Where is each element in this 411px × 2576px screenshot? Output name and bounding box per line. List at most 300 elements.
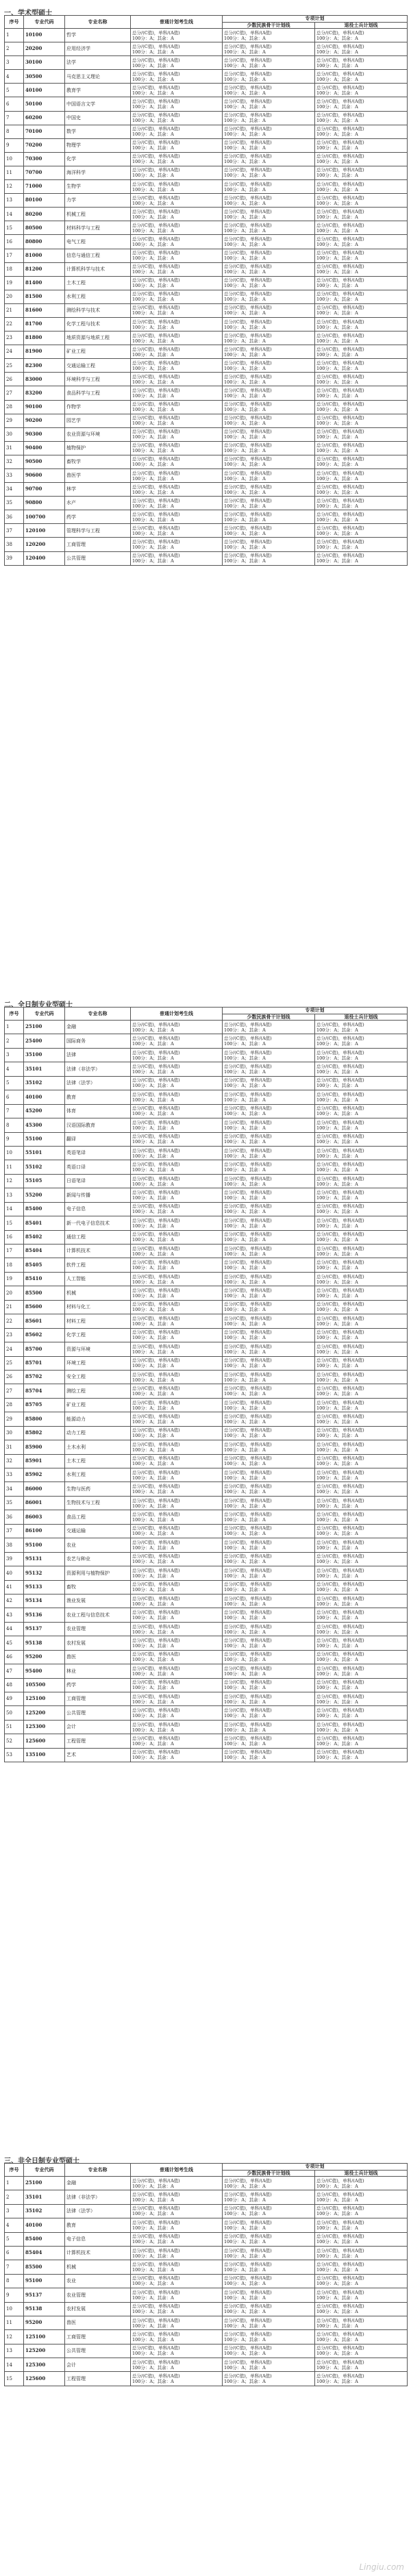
cell-retired-score: 总分/(C值)，单科/(A值) 100分：A；其余：A xyxy=(315,373,408,386)
cell-general-score: 总分/(C值)，单科/(A值) 100分：A；其余：A xyxy=(131,1048,223,1062)
cell-code: 85500 xyxy=(24,1286,65,1300)
cell-general-score: 总分/(C值)，单科/(A值) 100分：A；其余：A xyxy=(131,56,223,70)
cell-retired-score: 总分/(C值)，单科/(A值) 100分：A；其余：A xyxy=(315,249,408,262)
header-name: 专业名称 xyxy=(65,1008,131,1021)
cell-minority-score: 总分/(C值)，单科/(A值) 100分：A；其余：A xyxy=(223,290,315,303)
cell-general-score: 总分/(C值)，单科/(A值) 100分：A；其余：A xyxy=(131,2372,223,2386)
cell-name: 中国语言文学 xyxy=(65,97,131,111)
cell-name: 法律（非法学） xyxy=(65,1062,131,1076)
cell-retired-score: 总分/(C值)，单科/(A值) 100分：A；其余：A xyxy=(315,1328,408,1342)
cell-idx: 46 xyxy=(5,1650,24,1664)
cell-minority-score: 总分/(C值)，单科/(A值) 100分：A；其余：A xyxy=(223,2344,315,2358)
cell-code: 85702 xyxy=(24,1370,65,1384)
cell-general-score: 总分/(C值)，单科/(A值) 100分：A；其余：A xyxy=(131,2344,223,2358)
cell-code: 90600 xyxy=(24,469,65,483)
cell-general-score: 总分/(C值)，单科/(A值) 100分：A；其余：A xyxy=(131,111,223,125)
cell-retired-score: 总分/(C值)，单科/(A值) 100分：A；其余：A xyxy=(315,1678,408,1692)
cell-retired-score: 总分/(C值)，单科/(A值) 100分：A；其余：A xyxy=(315,1524,408,1538)
cell-name: 汉语国际教育 xyxy=(65,1118,131,1132)
cell-general-score: 总分/(C值)，单科/(A值) 100分：A；其余：A xyxy=(131,497,223,510)
cell-name: 食品工程 xyxy=(65,1510,131,1524)
cell-idx: 34 xyxy=(5,483,24,497)
cell-idx: 16 xyxy=(5,235,24,249)
cell-code: 70200 xyxy=(24,138,65,152)
cell-code: 85700 xyxy=(24,1342,65,1356)
cell-code: 95131 xyxy=(24,1552,65,1566)
header-general: 普通计划考生线 xyxy=(131,2164,223,2177)
cell-retired-score: 总分/(C值)，单科/(A值) 100分：A；其余：A xyxy=(315,386,408,400)
table-row xyxy=(5,125,408,138)
cell-code: 125200 xyxy=(24,1706,65,1720)
cell-minority-score: 总分/(C值)，单科/(A值) 100分：A；其余：A xyxy=(223,2330,315,2344)
cell-code: 95134 xyxy=(24,1594,65,1608)
cell-name: 化学 xyxy=(65,152,131,166)
cell-retired-score: 总分/(C值)，单科/(A值) 100分：A；其余：A xyxy=(315,1272,408,1286)
table-row xyxy=(5,2274,408,2288)
cell-code: 95400 xyxy=(24,1664,65,1678)
cell-idx: 36 xyxy=(5,510,24,524)
table-row xyxy=(5,303,408,317)
cell-idx: 4 xyxy=(5,70,24,84)
cell-idx: 2 xyxy=(5,1034,24,1048)
cell-general-score: 总分/(C值)，单科/(A值) 100分：A；其余：A xyxy=(131,510,223,524)
cell-code: 10100 xyxy=(24,29,65,42)
cell-idx: 35 xyxy=(5,1496,24,1510)
cell-code: 85400 xyxy=(24,1202,65,1216)
cell-name: 药学 xyxy=(65,510,131,524)
cell-code: 95137 xyxy=(24,1622,65,1636)
cell-idx: 29 xyxy=(5,414,24,427)
cell-code: 95100 xyxy=(24,2274,65,2288)
cell-general-score: 总分/(C值)，单科/(A值) 100分：A；其余：A xyxy=(131,180,223,194)
cell-name: 农业 xyxy=(65,1538,131,1552)
cell-retired-score: 总分/(C值)，单科/(A值) 100分：A；其余：A xyxy=(315,194,408,208)
section-title: 二、全日制专业型硕士 xyxy=(4,1001,73,1009)
cell-idx: 53 xyxy=(5,1748,24,1762)
table-row xyxy=(5,524,408,538)
cell-name: 农业资源与环境 xyxy=(65,427,131,441)
cell-name: 哲学 xyxy=(65,29,131,42)
cell-general-score: 总分/(C值)，单科/(A值) 100分：A；其余：A xyxy=(131,1356,223,1370)
cell-code: 25100 xyxy=(24,2177,65,2190)
cell-code: 80200 xyxy=(24,208,65,221)
cell-code: 85602 xyxy=(24,1328,65,1342)
table-row xyxy=(5,1090,408,1104)
cell-minority-score: 总分/(C值)，单科/(A值) 100分：A；其余：A xyxy=(223,1706,315,1720)
table-row xyxy=(5,1398,408,1412)
cell-retired-score: 总分/(C值)，单科/(A值) 100分：A；其余：A xyxy=(315,1454,408,1468)
cell-idx: 12 xyxy=(5,1174,24,1188)
cell-name: 法律（法学） xyxy=(65,1076,131,1090)
cell-minority-score: 总分/(C值)，单科/(A值) 100分：A；其余：A xyxy=(223,152,315,166)
table-row xyxy=(5,29,408,42)
table-row xyxy=(5,1412,408,1426)
cell-idx: 31 xyxy=(5,441,24,455)
cell-name: 教育学 xyxy=(65,84,131,97)
cell-retired-score: 总分/(C值)，单科/(A值) 100分：A；其余：A xyxy=(315,2246,408,2260)
cell-general-score: 总分/(C值)，单科/(A值) 100分：A；其余：A xyxy=(131,469,223,483)
cell-retired-score: 总分/(C值)，单科/(A值) 100分：A；其余：A xyxy=(315,1426,408,1440)
cell-idx: 37 xyxy=(5,524,24,538)
cell-minority-score: 总分/(C值)，单科/(A值) 100分：A；其余：A xyxy=(223,249,315,262)
table-row xyxy=(5,194,408,208)
cell-code: 85900 xyxy=(24,1440,65,1454)
table-row xyxy=(5,2330,408,2344)
cell-minority-score: 总分/(C值)，单科/(A值) 100分：A；其余：A xyxy=(223,303,315,317)
table-row xyxy=(5,1510,408,1524)
table-row xyxy=(5,56,408,70)
cell-retired-score: 总分/(C值)，单科/(A值) 100分：A；其余：A xyxy=(315,2372,408,2386)
cell-name: 化学工程 xyxy=(65,1328,131,1342)
cell-retired-score: 总分/(C值)，单科/(A值) 100分：A；其余：A xyxy=(315,1538,408,1552)
cell-code: 85901 xyxy=(24,1454,65,1468)
cell-code: 85601 xyxy=(24,1314,65,1328)
cell-name: 工程管理 xyxy=(65,1734,131,1748)
cell-idx: 10 xyxy=(5,152,24,166)
cell-idx: 39 xyxy=(5,551,24,565)
table-row xyxy=(5,510,408,524)
cell-idx: 30 xyxy=(5,1426,24,1440)
cell-minority-score: 总分/(C值)，单科/(A值) 100分：A；其余：A xyxy=(223,1412,315,1426)
cell-minority-score: 总分/(C值)，单科/(A值) 100分：A；其余：A xyxy=(223,1398,315,1412)
table-row xyxy=(5,1678,408,1692)
cell-minority-score: 总分/(C值)，单科/(A值) 100分：A；其余：A xyxy=(223,1510,315,1524)
cell-code: 105500 xyxy=(24,1678,65,1692)
cell-code: 86000 xyxy=(24,1482,65,1496)
cell-general-score: 总分/(C值)，单科/(A值) 100分：A；其余：A xyxy=(131,152,223,166)
table-row xyxy=(5,1650,408,1664)
cell-idx: 3 xyxy=(5,1048,24,1062)
cell-name: 药学 xyxy=(65,1678,131,1692)
table-row xyxy=(5,469,408,483)
cell-retired-score: 总分/(C值)，单科/(A值) 100分：A；其余：A xyxy=(315,2218,408,2232)
cell-minority-score: 总分/(C值)，单科/(A值) 100分：A；其余：A xyxy=(223,1216,315,1230)
cell-retired-score: 总分/(C值)，单科/(A值) 100分：A；其余：A xyxy=(315,2344,408,2358)
cell-retired-score: 总分/(C值)，单科/(A值) 100分：A；其余：A xyxy=(315,1048,408,1062)
cell-idx: 32 xyxy=(5,455,24,468)
cell-general-score: 总分/(C值)，单科/(A值) 100分：A；其余：A xyxy=(131,400,223,414)
cell-general-score: 总分/(C值)，单科/(A值) 100分：A；其余：A xyxy=(131,194,223,208)
cell-retired-score: 总分/(C值)，单科/(A值) 100分：A；其余：A xyxy=(315,262,408,276)
table-row xyxy=(5,2344,408,2358)
cell-minority-score: 总分/(C值)，单科/(A值) 100分：A；其余：A xyxy=(223,125,315,138)
cell-name: 信息与通信工程 xyxy=(65,249,131,262)
header-retired: 退役士兵计划线 xyxy=(315,1014,408,1021)
table-row xyxy=(5,441,408,455)
cell-retired-score: 总分/(C值)，单科/(A值) 100分：A；其余：A xyxy=(315,1160,408,1174)
table-row xyxy=(5,2288,408,2302)
cell-minority-score: 总分/(C值)，单科/(A值) 100分：A；其余：A xyxy=(223,345,315,359)
cell-retired-score: 总分/(C值)，单科/(A值) 100分：A；其余：A xyxy=(315,290,408,303)
cell-general-score: 总分/(C值)，单科/(A值) 100分：A；其余：A xyxy=(131,1566,223,1580)
table-row xyxy=(5,400,408,414)
cell-code: 90800 xyxy=(24,497,65,510)
cell-code: 55102 xyxy=(24,1160,65,1174)
table-row xyxy=(5,221,408,235)
cell-name: 人工智能 xyxy=(65,1272,131,1286)
cell-retired-score: 总分/(C值)，单科/(A值) 100分：A；其余：A xyxy=(315,1062,408,1076)
cell-code: 125200 xyxy=(24,2344,65,2358)
cell-idx: 18 xyxy=(5,262,24,276)
cell-general-score: 总分/(C值)，单科/(A值) 100分：A；其余：A xyxy=(131,1538,223,1552)
cell-idx: 37 xyxy=(5,1524,24,1538)
cell-name: 土木水利 xyxy=(65,1440,131,1454)
cell-minority-score: 总分/(C值)，单科/(A值) 100分：A；其余：A xyxy=(223,414,315,427)
cell-general-score: 总分/(C值)，单科/(A值) 100分：A；其余：A xyxy=(131,1608,223,1622)
cell-minority-score: 总分/(C值)，单科/(A值) 100分：A；其余：A xyxy=(223,1090,315,1104)
table-row xyxy=(5,1538,408,1552)
cell-code: 82300 xyxy=(24,359,65,373)
cell-general-score: 总分/(C值)，单科/(A值) 100分：A；其余：A xyxy=(131,2358,223,2372)
cell-retired-score: 总分/(C值)，单科/(A值) 100分：A；其余：A xyxy=(315,1510,408,1524)
cell-code: 85404 xyxy=(24,2246,65,2260)
cell-minority-score: 总分/(C值)，单科/(A值) 100分：A；其余：A xyxy=(223,1482,315,1496)
cell-code: 35100 xyxy=(24,1048,65,1062)
cell-general-score: 总分/(C值)，单科/(A值) 100分：A；其余：A xyxy=(131,1524,223,1538)
cell-name: 兽医 xyxy=(65,1650,131,1664)
cell-general-score: 总分/(C值)，单科/(A值) 100分：A；其余：A xyxy=(131,1034,223,1048)
cell-retired-score: 总分/(C值)，单科/(A值) 100分：A；其余：A xyxy=(315,441,408,455)
table-row xyxy=(5,1370,408,1384)
cell-name: 艺术 xyxy=(65,1748,131,1762)
cell-idx: 51 xyxy=(5,1720,24,1734)
cell-retired-score: 总分/(C值)，单科/(A值) 100分：A；其余：A xyxy=(315,497,408,510)
cell-code: 95200 xyxy=(24,2316,65,2329)
cell-code: 60200 xyxy=(24,111,65,125)
cell-general-score: 总分/(C值)，单科/(A值) 100分：A；其余：A xyxy=(131,373,223,386)
cell-general-score: 总分/(C值)，单科/(A值) 100分：A；其余：A xyxy=(131,1622,223,1636)
table-row xyxy=(5,1384,408,1398)
cell-general-score: 总分/(C值)，单科/(A值) 100分：A；其余：A xyxy=(131,303,223,317)
table-row xyxy=(5,290,408,303)
cell-idx: 14 xyxy=(5,208,24,221)
cell-code: 71000 xyxy=(24,180,65,194)
cell-idx: 33 xyxy=(5,469,24,483)
cell-minority-score: 总分/(C值)，单科/(A值) 100分：A；其余：A xyxy=(223,538,315,551)
table-row xyxy=(5,208,408,221)
header-plan: 专项计划 xyxy=(223,2164,408,2171)
cell-minority-score: 总分/(C值)，单科/(A值) 100分：A；其余：A xyxy=(223,29,315,42)
cell-code: 81700 xyxy=(24,317,65,331)
cell-general-score: 总分/(C值)，单科/(A值) 100分：A；其余：A xyxy=(131,2177,223,2190)
cell-minority-score: 总分/(C值)，单科/(A值) 100分：A；其余：A xyxy=(223,1720,315,1734)
cell-retired-score: 总分/(C值)，单科/(A值) 100分：A；其余：A xyxy=(315,1706,408,1720)
cell-general-score: 总分/(C值)，单科/(A值) 100分：A；其余：A xyxy=(131,455,223,468)
cell-minority-score: 总分/(C值)，单科/(A值) 100分：A；其余：A xyxy=(223,1622,315,1636)
cell-code: 85405 xyxy=(24,1258,65,1272)
cell-minority-score: 总分/(C值)，单科/(A值) 100分：A；其余：A xyxy=(223,1734,315,1748)
cell-general-score: 总分/(C值)，单科/(A值) 100分：A；其余：A xyxy=(131,70,223,84)
cell-name: 管理科学与工程 xyxy=(65,524,131,538)
cell-name: 工商管理 xyxy=(65,2330,131,2344)
cell-retired-score: 总分/(C值)，单科/(A值) 100分：A；其余：A xyxy=(315,2232,408,2246)
cell-idx: 44 xyxy=(5,1622,24,1636)
table-row xyxy=(5,1468,408,1482)
cell-name: 电子信息 xyxy=(65,2232,131,2246)
cutoff-table xyxy=(4,2163,408,2386)
cell-general-score: 总分/(C值)，单科/(A值) 100分：A；其余：A xyxy=(131,2218,223,2232)
cell-code: 95137 xyxy=(24,2288,65,2302)
cell-minority-score: 总分/(C值)，单科/(A值) 100分：A；其余：A xyxy=(223,497,315,510)
cell-code: 95136 xyxy=(24,1608,65,1622)
cell-idx: 23 xyxy=(5,332,24,345)
cell-idx: 17 xyxy=(5,249,24,262)
cell-general-score: 总分/(C值)，单科/(A值) 100分：A；其余：A xyxy=(131,1496,223,1510)
cell-idx: 21 xyxy=(5,303,24,317)
cell-idx: 7 xyxy=(5,2260,24,2274)
cell-idx: 8 xyxy=(5,125,24,138)
cell-idx: 5 xyxy=(5,1076,24,1090)
cell-name: 工商管理 xyxy=(65,1692,131,1706)
cell-name: 国际商务 xyxy=(65,1034,131,1048)
cell-retired-score: 总分/(C值)，单科/(A值) 100分：A；其余：A xyxy=(315,2358,408,2372)
cell-idx: 2 xyxy=(5,42,24,56)
header-retired: 退役士兵计划线 xyxy=(315,2170,408,2177)
table-row xyxy=(5,414,408,427)
table-row xyxy=(5,1748,408,1762)
cell-minority-score: 总分/(C值)，单科/(A值) 100分：A；其余：A xyxy=(223,235,315,249)
cell-idx: 8 xyxy=(5,2274,24,2288)
table-row xyxy=(5,1342,408,1356)
cell-code: 40100 xyxy=(24,84,65,97)
table-row xyxy=(5,1118,408,1132)
table-row xyxy=(5,1021,408,1034)
cell-general-score: 总分/(C值)，单科/(A值) 100分：A；其余：A xyxy=(131,1342,223,1356)
table-row xyxy=(5,262,408,276)
cell-retired-score: 总分/(C值)，单科/(A值) 100分：A；其余：A xyxy=(315,400,408,414)
cell-code: 70300 xyxy=(24,152,65,166)
cell-name: 日语笔译 xyxy=(65,1174,131,1188)
cell-idx: 42 xyxy=(5,1594,24,1608)
cell-minority-score: 总分/(C值)，单科/(A值) 100分：A；其余：A xyxy=(223,208,315,221)
cell-retired-score: 总分/(C值)，单科/(A值) 100分：A；其余：A xyxy=(315,180,408,194)
cell-minority-score: 总分/(C值)，单科/(A值) 100分：A；其余：A xyxy=(223,1664,315,1678)
cell-retired-score: 总分/(C值)，单科/(A值) 100分：A；其余：A xyxy=(315,2177,408,2190)
cell-minority-score: 总分/(C值)，单科/(A值) 100分：A；其余：A xyxy=(223,194,315,208)
cell-minority-score: 总分/(C值)，单科/(A值) 100分：A；其余：A xyxy=(223,1034,315,1048)
cell-minority-score: 总分/(C值)，单科/(A值) 100分：A；其余：A xyxy=(223,2246,315,2260)
cell-retired-score: 总分/(C值)，单科/(A值) 100分：A；其余：A xyxy=(315,2204,408,2218)
header-code: 专业代码 xyxy=(24,1008,65,1021)
cell-code: 90300 xyxy=(24,427,65,441)
cell-general-score: 总分/(C值)，单科/(A值) 100分：A；其余：A xyxy=(131,359,223,373)
cell-minority-score: 总分/(C值)，单科/(A值) 100分：A；其余：A xyxy=(223,1146,315,1160)
cell-general-score: 总分/(C值)，单科/(A值) 100分：A；其余：A xyxy=(131,2274,223,2288)
cell-general-score: 总分/(C值)，单科/(A值) 100分：A；其余：A xyxy=(131,1370,223,1384)
cell-retired-score: 总分/(C值)，单科/(A值) 100分：A；其余：A xyxy=(315,70,408,84)
cell-general-score: 总分/(C值)，单科/(A值) 100分：A；其余：A xyxy=(131,1076,223,1090)
cell-code: 30100 xyxy=(24,56,65,70)
table-row xyxy=(5,1552,408,1566)
cell-idx: 34 xyxy=(5,1482,24,1496)
table-row xyxy=(5,332,408,345)
table-row xyxy=(5,1328,408,1342)
cell-idx: 6 xyxy=(5,2246,24,2260)
cell-code: 85902 xyxy=(24,1468,65,1482)
table-row xyxy=(5,2204,408,2218)
cell-idx: 22 xyxy=(5,1314,24,1328)
cell-name: 机械 xyxy=(65,2260,131,2274)
cell-idx: 40 xyxy=(5,1566,24,1580)
cell-name: 生物学 xyxy=(65,180,131,194)
table-row xyxy=(5,538,408,551)
cell-code: 95133 xyxy=(24,1580,65,1594)
cell-code: 35101 xyxy=(24,1062,65,1076)
cell-minority-score: 总分/(C值)，单科/(A值) 100分：A；其余：A xyxy=(223,1440,315,1454)
cell-minority-score: 总分/(C值)，单科/(A值) 100分：A；其余：A xyxy=(223,1286,315,1300)
cell-code: 85500 xyxy=(24,2260,65,2274)
cell-minority-score: 总分/(C值)，单科/(A值) 100分：A；其余：A xyxy=(223,262,315,276)
cell-general-score: 总分/(C值)，单科/(A值) 100分：A；其余：A xyxy=(131,1748,223,1762)
cell-minority-score: 总分/(C值)，单科/(A值) 100分：A；其余：A xyxy=(223,1132,315,1146)
cell-name: 物理学 xyxy=(65,138,131,152)
cell-idx: 15 xyxy=(5,1216,24,1230)
cell-general-score: 总分/(C值)，单科/(A值) 100分：A；其余：A xyxy=(131,551,223,565)
table-row xyxy=(5,2218,408,2232)
cell-minority-score: 总分/(C值)，单科/(A值) 100分：A；其余：A xyxy=(223,1748,315,1762)
cell-general-score: 总分/(C值)，单科/(A值) 100分：A；其余：A xyxy=(131,1426,223,1440)
cell-retired-score: 总分/(C值)，单科/(A值) 100分：A；其余：A xyxy=(315,1076,408,1090)
cell-name: 法律（非法学） xyxy=(65,2190,131,2204)
cell-general-score: 总分/(C值)，单科/(A值) 100分：A；其余：A xyxy=(131,1440,223,1454)
table-row xyxy=(5,1734,408,1748)
cell-general-score: 总分/(C值)，单科/(A值) 100分：A；其余：A xyxy=(131,1510,223,1524)
table-row xyxy=(5,455,408,468)
cell-code: 95200 xyxy=(24,1650,65,1664)
cell-name: 水利工程 xyxy=(65,290,131,303)
cell-retired-score: 总分/(C值)，单科/(A值) 100分：A；其余：A xyxy=(315,538,408,551)
cell-code: 85701 xyxy=(24,1356,65,1370)
cell-retired-score: 总分/(C值)，单科/(A值) 100分：A；其余：A xyxy=(315,483,408,497)
table-row xyxy=(5,1314,408,1328)
table-row xyxy=(5,2372,408,2386)
cell-name: 园艺学 xyxy=(65,414,131,427)
cell-idx: 26 xyxy=(5,373,24,386)
cell-retired-score: 总分/(C值)，单科/(A值) 100分：A；其余：A xyxy=(315,1230,408,1244)
cell-idx: 22 xyxy=(5,317,24,331)
cell-minority-score: 总分/(C值)，单科/(A值) 100分：A；其余：A xyxy=(223,1454,315,1468)
cell-name: 电子信息 xyxy=(65,1202,131,1216)
cell-name: 土木工程 xyxy=(65,276,131,290)
cell-idx: 21 xyxy=(5,1300,24,1314)
table-row xyxy=(5,84,408,97)
table-row xyxy=(5,1608,408,1622)
cell-idx: 13 xyxy=(5,1188,24,1202)
cell-name: 农艺与种业 xyxy=(65,1552,131,1566)
cell-retired-score: 总分/(C值)，单科/(A值) 100分：A；其余：A xyxy=(315,2190,408,2204)
cell-code: 81000 xyxy=(24,249,65,262)
cell-code: 85600 xyxy=(24,1300,65,1314)
cell-code: 40100 xyxy=(24,1090,65,1104)
cell-code: 85400 xyxy=(24,2232,65,2246)
cell-name: 英语笔译 xyxy=(65,1146,131,1160)
cell-idx: 38 xyxy=(5,1538,24,1552)
table-row xyxy=(5,1664,408,1678)
cell-retired-score: 总分/(C值)，单科/(A值) 100分：A；其余：A xyxy=(315,303,408,317)
cell-general-score: 总分/(C值)，单科/(A值) 100分：A；其余：A xyxy=(131,1300,223,1314)
cell-idx: 27 xyxy=(5,386,24,400)
cell-idx: 9 xyxy=(5,2288,24,2302)
cell-code: 90200 xyxy=(24,414,65,427)
cell-code: 120100 xyxy=(24,524,65,538)
cell-retired-score: 总分/(C值)，单科/(A值) 100分：A；其余：A xyxy=(315,1664,408,1678)
table-row xyxy=(5,1454,408,1468)
cell-code: 83200 xyxy=(24,386,65,400)
cell-code: 55105 xyxy=(24,1174,65,1188)
table-row xyxy=(5,1594,408,1608)
cell-code: 86003 xyxy=(24,1510,65,1524)
cell-minority-score: 总分/(C值)，单科/(A值) 100分：A；其余：A xyxy=(223,1566,315,1580)
